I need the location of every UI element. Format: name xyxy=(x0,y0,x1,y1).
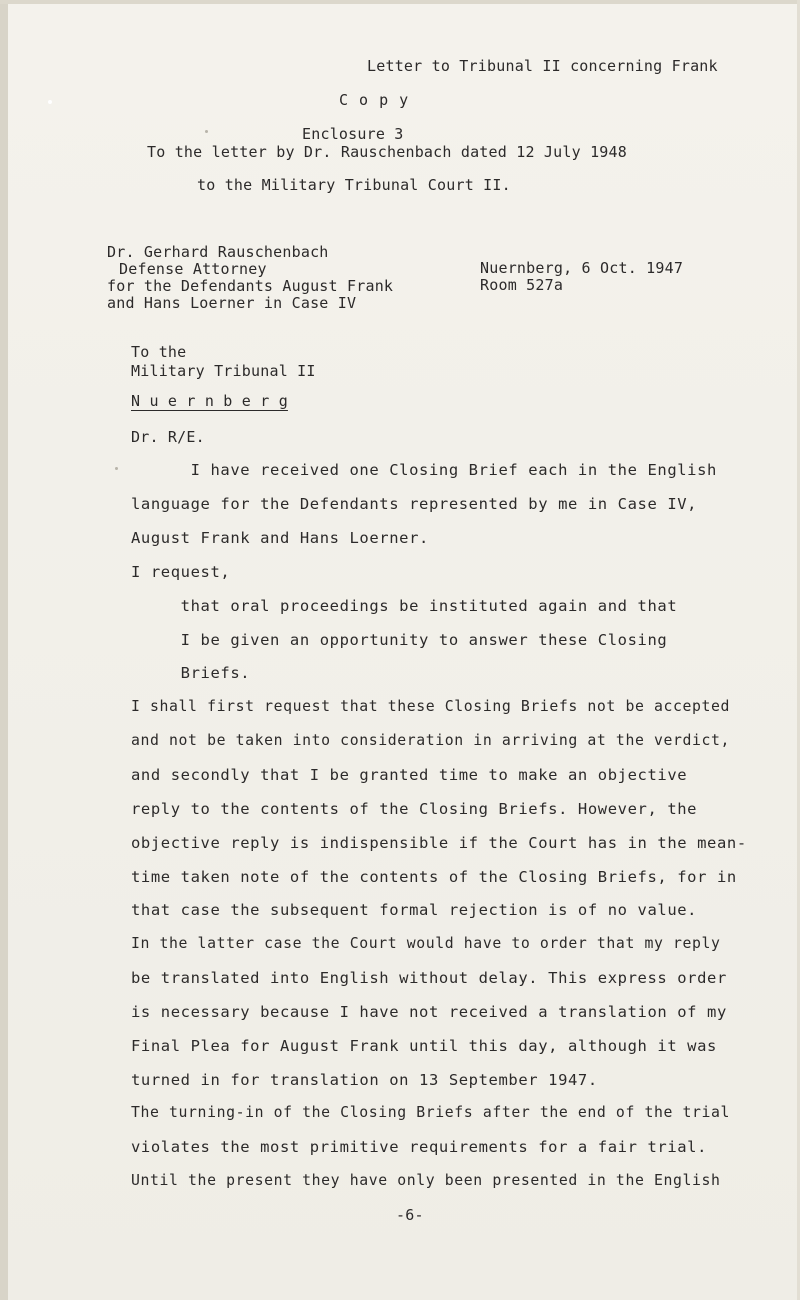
sender-line-1: Dr. Gerhard Rauschenbach xyxy=(107,243,329,261)
recipient-line-2: Military Tribunal II xyxy=(131,362,316,380)
recipient-line-1: To the xyxy=(131,343,187,361)
body-line: that case the subsequent formal rejection is of no value. xyxy=(131,901,698,919)
page-number: -6- xyxy=(396,1206,424,1224)
body-line: objective reply is indispensible if the Court has in the mean- xyxy=(131,834,747,852)
body-line: be translated into English without delay. This express order xyxy=(131,969,727,987)
body-line: The turning-in of the Closing Briefs after the end of the trial xyxy=(131,1104,731,1121)
body-line: time taken note of the contents of the Closing Briefs, for in xyxy=(131,868,737,886)
letter-title: Letter to Tribunal II concerning Frank xyxy=(367,57,718,75)
paper-speck xyxy=(48,100,52,104)
body-line: I be given an opportunity to answer these Closing xyxy=(131,631,668,649)
body-line: and secondly that I be granted time to make an objective xyxy=(131,766,688,784)
copy-label: C o p y xyxy=(339,91,410,109)
sender-line-3: for the Defendants August Frank xyxy=(107,277,394,295)
room-number: Room 527a xyxy=(480,276,564,294)
page-edge-left xyxy=(0,0,8,1300)
body-line: Final Plea for August Frank until this day, although it was xyxy=(131,1037,717,1055)
court-line: to the Military Tribunal Court II. xyxy=(197,176,511,194)
recipient-city: N u e r n b e r g xyxy=(131,392,288,410)
page-edge-top xyxy=(0,0,800,4)
body-line: language for the Defendants represented by me in Case IV, xyxy=(131,495,698,513)
body-line: reply to the contents of the Closing Briefs. However, the xyxy=(131,800,698,818)
sender-line-2: Defense Attorney xyxy=(119,260,267,278)
body-line: turned in for translation on 13 September 1947. xyxy=(131,1071,598,1089)
paper-speck xyxy=(205,130,208,133)
letter-reference: To the letter by Dr. Rauschenbach dated 12 July 1948 xyxy=(147,143,627,161)
body-line: violates the most primitive requirements for a fair trial. xyxy=(131,1138,708,1156)
body-line: I have received one Closing Brief each in the English xyxy=(131,461,717,479)
body-line: I request, xyxy=(131,563,231,581)
reference-initials: Dr. R/E. xyxy=(131,428,205,446)
body-line: and not be taken into consideration in arriving at the verdict, xyxy=(131,732,731,749)
body-line: Until the present they have only been presented in the English xyxy=(131,1172,721,1189)
body-line: In the latter case the Court would have to order that my reply xyxy=(131,935,721,952)
place-date: Nuernberg, 6 Oct. 1947 xyxy=(480,259,684,277)
sender-line-4: and Hans Loerner in Case IV xyxy=(107,294,357,312)
body-line: is necessary because I have not received a translation of my xyxy=(131,1003,727,1021)
body-line: Briefs. xyxy=(131,664,251,682)
body-line: that oral proceedings be instituted again and that xyxy=(131,597,678,615)
body-line: August Frank and Hans Loerner. xyxy=(131,529,429,547)
body-line: I shall first request that these Closing Briefs not be accepted xyxy=(131,698,731,715)
paper-speck xyxy=(115,467,118,470)
enclosure-label: Enclosure 3 xyxy=(302,125,404,143)
